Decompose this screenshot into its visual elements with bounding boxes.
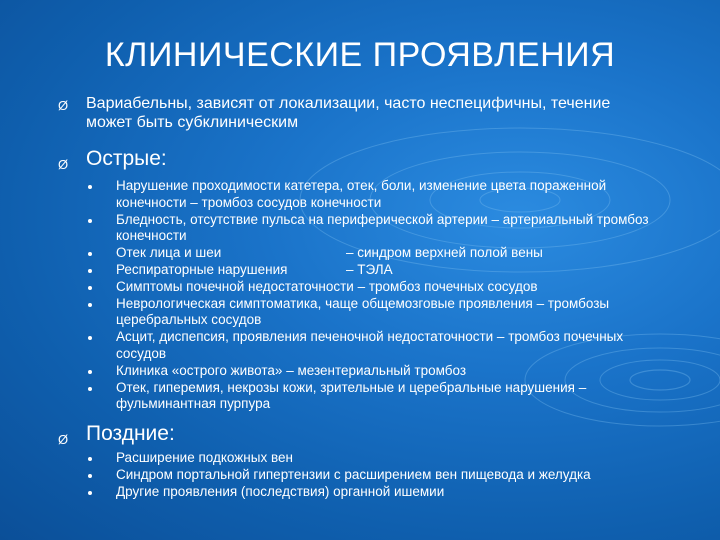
late-heading-item bbox=[56, 421, 696, 446]
dot-bullet-icon bbox=[88, 286, 92, 290]
acute-heading-item bbox=[56, 146, 696, 171]
arrow-bullet-icon: Ø bbox=[58, 157, 69, 172]
late-list bbox=[56, 450, 696, 500]
dot-bullet-icon bbox=[88, 474, 92, 478]
list-item: Отек, гиперемия, некрозы кожи, зрительные и церебральные нарушения – фульминантная пурпура bbox=[116, 380, 696, 414]
list-item: Расширение подкожных вен bbox=[116, 450, 696, 467]
intro-line-2: может быть субклиническим bbox=[86, 114, 299, 131]
list-item: Бледность, отсутствие пульса на периферической артерии – артериальный тромбоз конечности bbox=[116, 212, 696, 246]
list-item: Другие проявления (последствия) органной ишемии bbox=[116, 484, 696, 501]
acute-list bbox=[56, 178, 696, 413]
list-item: Симптомы почечной недостаточности – тромбоз почечных сосудов bbox=[116, 279, 696, 296]
list-item: Синдром портальной гипертензии с расширением вен пищевода и желудка bbox=[116, 467, 696, 484]
arrow-bullet-icon: Ø bbox=[58, 432, 69, 448]
intro-line-1: Вариабельны, зависят от локализации, часто неспецифичны, течение bbox=[86, 95, 611, 112]
dot-bullet-icon bbox=[88, 336, 92, 340]
dot-bullet-icon bbox=[88, 303, 92, 307]
dot-bullet-icon bbox=[88, 219, 92, 223]
dot-bullet-icon bbox=[88, 387, 92, 391]
list-item: Неврологическая симптоматика, чаще общемозговые проявления – тромбозы церебральных сосудов bbox=[116, 296, 696, 330]
list-item: Клиника «острого живота» – мезентериальный тромбоз bbox=[116, 363, 696, 380]
late-heading: Поздние: bbox=[86, 422, 175, 446]
dot-bullet-icon bbox=[88, 185, 92, 189]
dot-bullet-icon bbox=[88, 269, 92, 273]
list-item: Респираторные нарушения – ТЭЛА bbox=[116, 262, 696, 279]
dot-bullet-icon bbox=[88, 491, 92, 495]
dot-bullet-icon bbox=[88, 457, 92, 461]
intro-item bbox=[56, 94, 696, 132]
dot-bullet-icon bbox=[88, 370, 92, 374]
list-item: Отек лица и шеи – синдром верхней полой вены bbox=[116, 245, 696, 262]
dot-bullet-icon bbox=[88, 252, 92, 256]
slide-content bbox=[56, 94, 696, 501]
slide-title: КЛИНИЧЕСКИЕ ПРОЯВЛЕНИЯ bbox=[104, 36, 616, 74]
list-item: Асцит, диспепсия, проявления печеночной недостаточности – тромбоз почечных сосудов bbox=[116, 329, 696, 363]
arrow-bullet-icon: Ø bbox=[58, 98, 69, 113]
acute-heading: Острые: bbox=[86, 147, 167, 170]
list-item: Нарушение проходимости катетера, отек, боли, изменение цвета пораженной конечности – тромбоз сосудов конечности bbox=[116, 178, 696, 212]
